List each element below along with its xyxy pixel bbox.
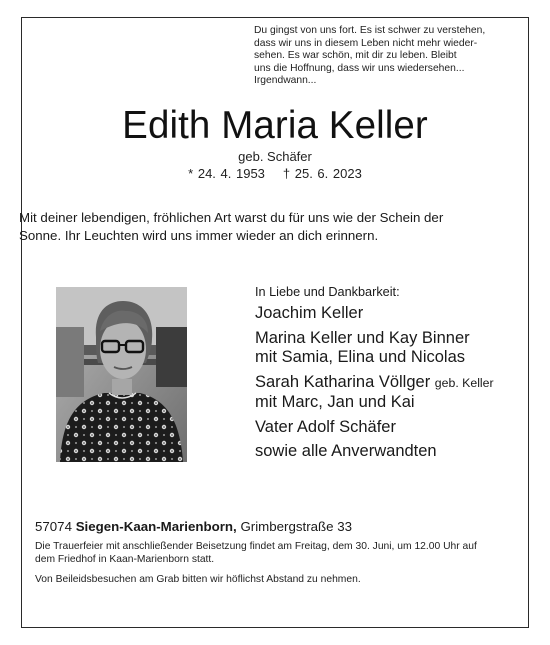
mourner-name: Sarah Katharina Völlger	[255, 372, 431, 391]
poem-line: dass wir uns in diesem Leben nicht mehr wieder-	[254, 37, 478, 49]
funeral-notice	[35, 541, 515, 567]
mourner-entry	[255, 304, 505, 324]
city: Siegen-Kaan-Marienborn,	[75, 519, 237, 534]
mourner-name: Joachim Keller	[255, 304, 364, 322]
quote-line: Sonne. Ihr Leuchten wird uns immer wieder an dich erinnern.	[19, 228, 379, 243]
memorial-quote	[19, 209, 499, 245]
mourner-maiden-name: geb. Keller	[434, 375, 494, 390]
mourners-list	[255, 284, 505, 467]
mourner-name: Vater Adolf Schäfer	[255, 417, 396, 436]
mourner-children: mit Marc, Jan und Kai	[255, 393, 415, 411]
mourner-name: Marina Keller und Kay Binner	[255, 328, 470, 347]
deceased-name: Edith Maria Keller	[122, 104, 428, 147]
poem-line: Du gingst von uns fort. Es ist schwer zu verstehen,	[254, 25, 486, 36]
portrait-photo	[56, 287, 187, 462]
quote-line: Mit deiner lebendigen, fröhlichen Art warst du für uns wie der Schein der	[19, 210, 444, 225]
postcode: 57074	[35, 519, 72, 534]
street: Grimbergstraße 33	[240, 519, 353, 534]
mourner-entry	[255, 373, 505, 413]
mourner-children: mit Samia, Elina und Nicolas	[255, 348, 466, 366]
mourner-name: sowie alle Anverwandten	[255, 442, 437, 460]
poem-line: uns die Hoffnung, dass wir uns wiedersehen...	[254, 62, 465, 74]
poem-line: Irgendwann...	[254, 75, 317, 87]
condolence-notice: Von Beileidsbesuchen am Grab bitten wir höflichst Abstand zu nehmen.	[35, 574, 361, 585]
death-date: † 25. 6. 2023	[282, 166, 362, 181]
family-address	[35, 519, 352, 535]
mourner-entry	[255, 329, 505, 368]
funeral-notice-line: dem Friedhof in Kaan-Marienborn statt.	[35, 553, 215, 565]
poem	[254, 25, 494, 88]
funeral-notice-line: Die Trauerfeier mit anschließender Beisetzung findet am Freitag, dem 30. Juni, um 12.00 Uhr auf	[35, 541, 477, 552]
poem-line: sehen. Es war schön, mit dir zu leben. Bleibt	[254, 50, 457, 62]
maiden-name: geb. Schäfer	[238, 149, 312, 164]
mourner-entry	[255, 442, 505, 462]
mourners-intro: In Liebe und Dankbarkeit:	[255, 285, 400, 299]
birth-date: * 24. 4. 1953	[188, 166, 265, 181]
life-dates	[0, 166, 550, 182]
mourner-entry	[255, 418, 505, 438]
